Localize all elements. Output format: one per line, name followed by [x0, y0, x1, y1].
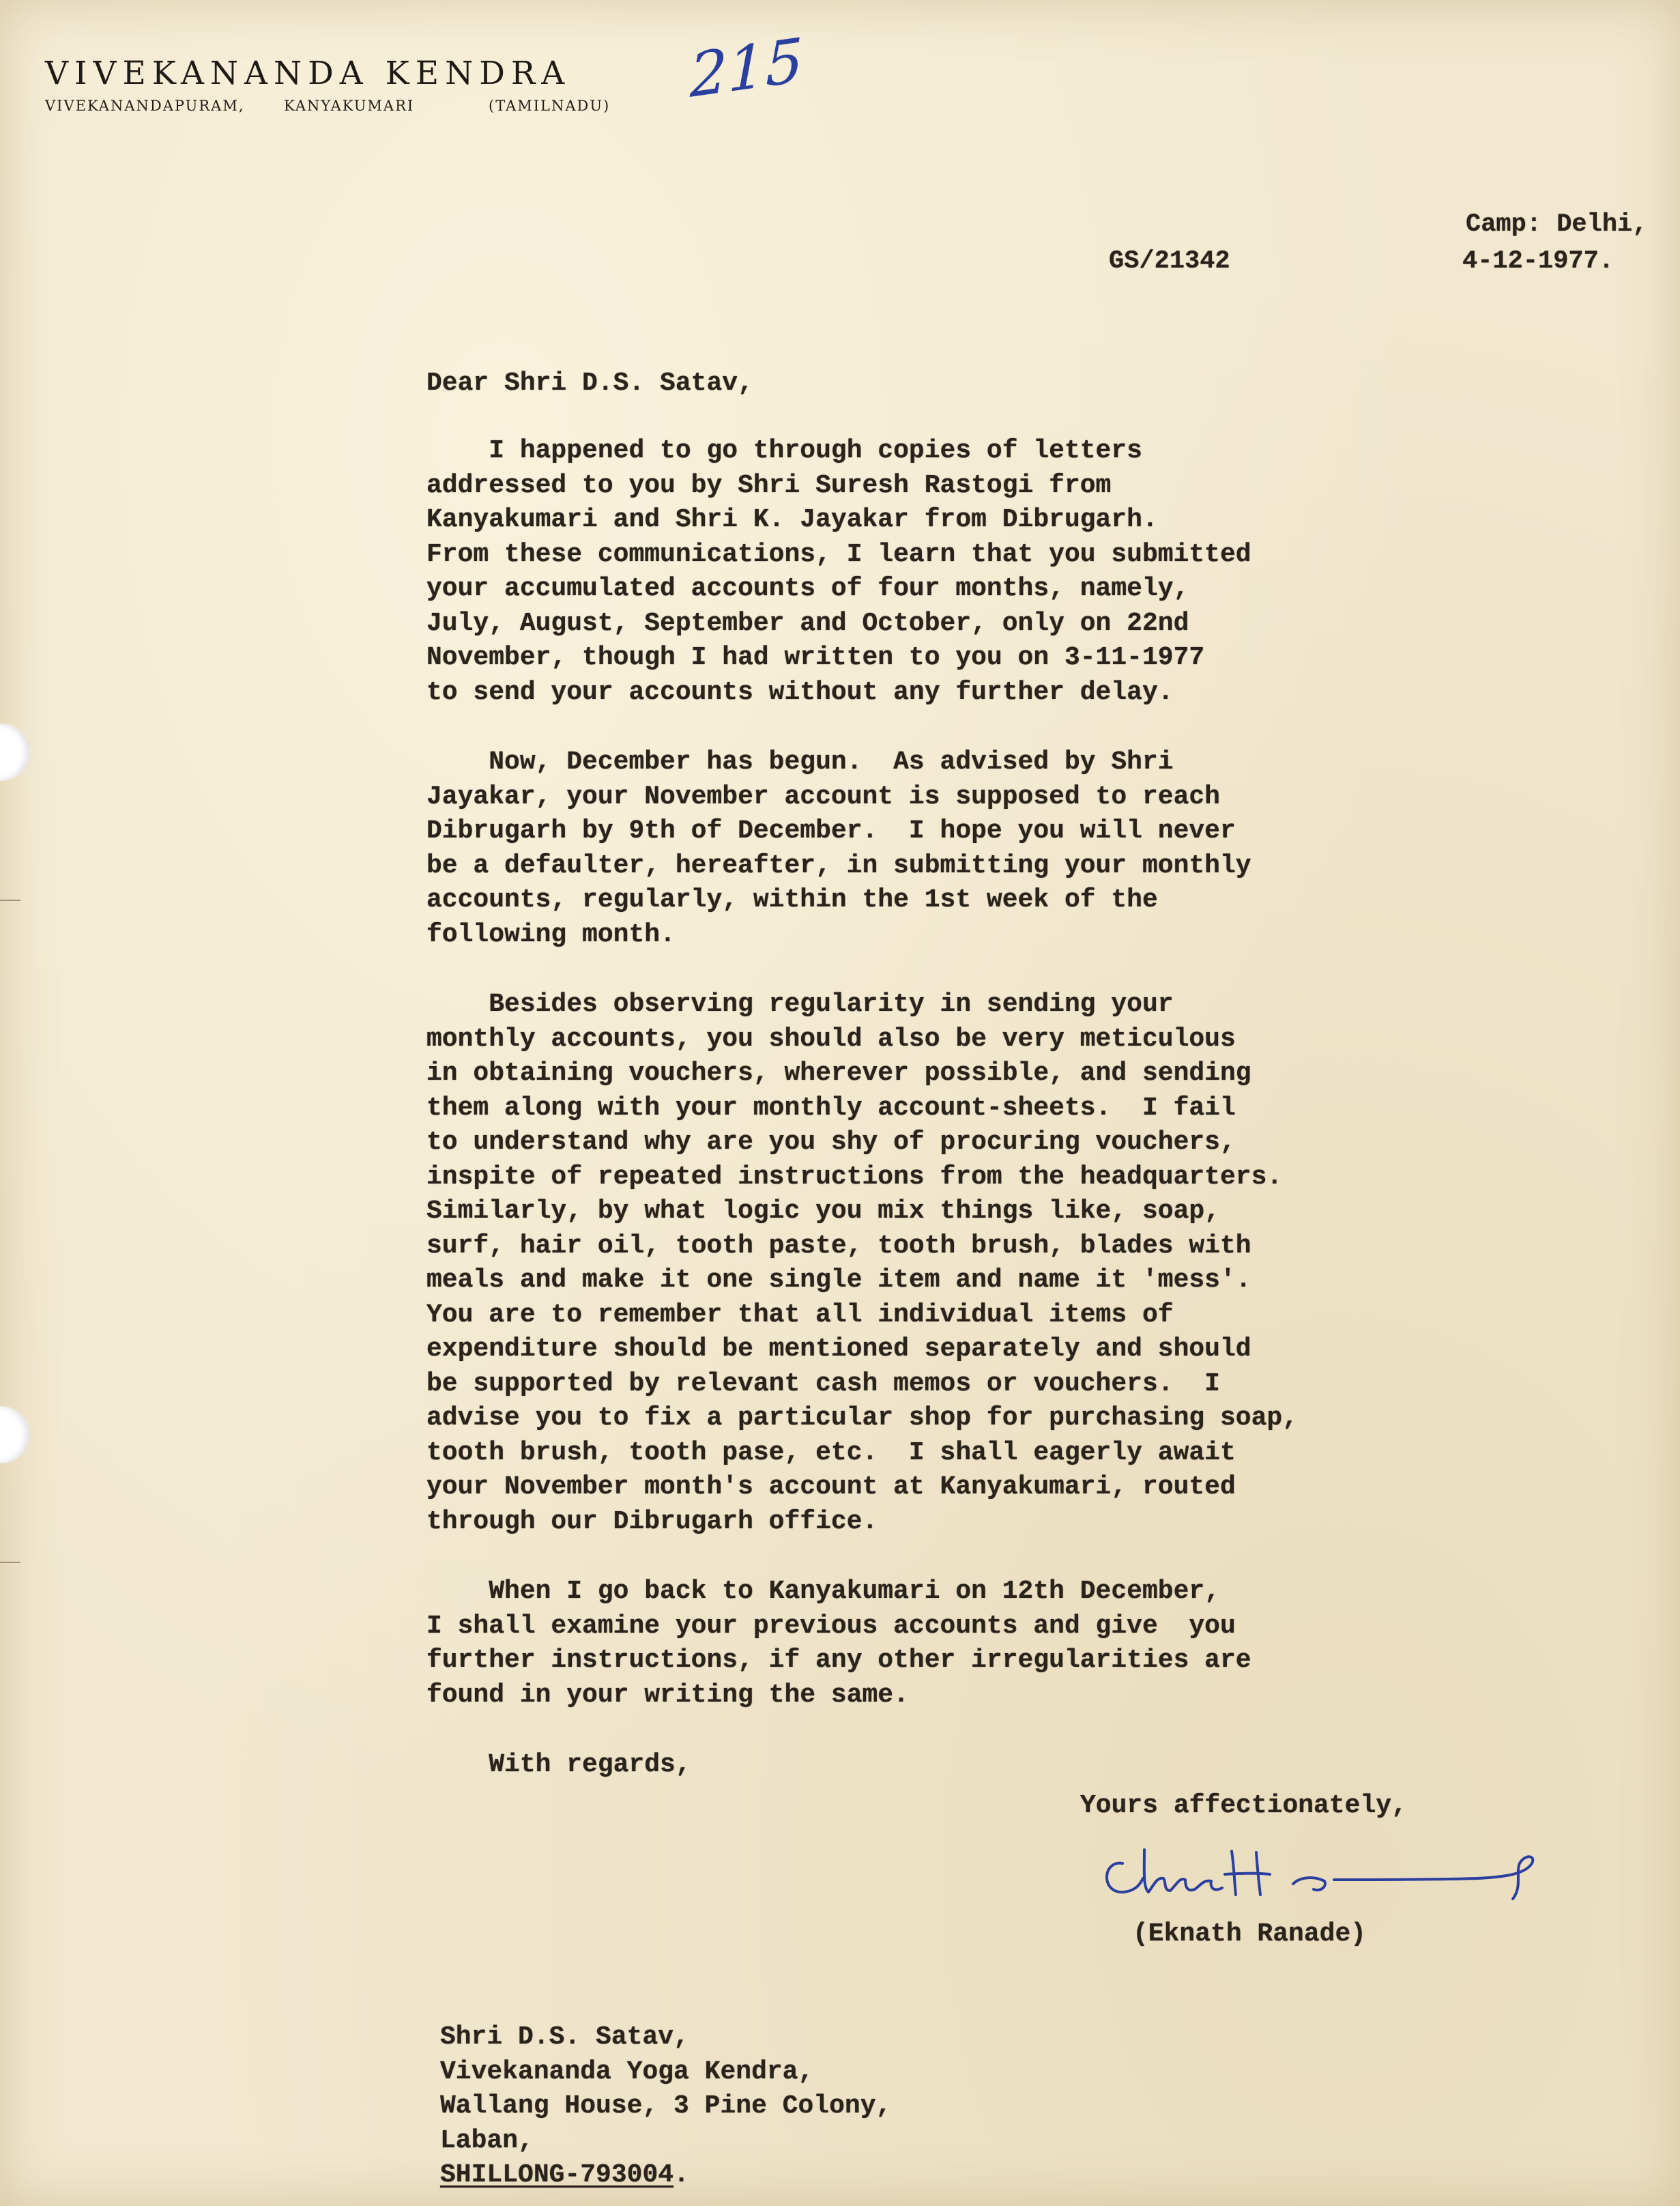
text-line: I shall examine your previous accounts and give you: [426, 1611, 1236, 1641]
letterhead: [45, 55, 610, 114]
text-line: Jayakar, your November account is supposed to reach: [426, 782, 1220, 812]
closing: Yours affectionately,: [1080, 1791, 1407, 1820]
paragraph: [426, 745, 1450, 952]
text-line: be a defaulter, hereafter, in submitting your monthly: [426, 850, 1251, 880]
address-city-line: [440, 2158, 891, 2193]
text-line: monthly accounts, you should also be very meticulous: [426, 1024, 1236, 1054]
salutation: Dear Shri D.S. Satav,: [426, 369, 753, 398]
text-line: From these communications, I learn that you submitted: [426, 539, 1251, 569]
address-line-town: KANYAKUMARI: [284, 98, 415, 114]
text-line: your November month's account at Kanyakumari, routed: [426, 1472, 1236, 1502]
punch-hole: [0, 1406, 30, 1463]
organization-name: VIVEKANANDA KENDRA: [45, 55, 571, 92]
address-line: Vivekananda Yoga Kendra,: [440, 2057, 814, 2087]
fold-mark: [0, 1562, 20, 1563]
text-line: Besides observing regularity in sending your: [426, 990, 1174, 1019]
address-line: Wallang House, 3 Pine Colony,: [440, 2091, 892, 2121]
text-line: to understand why are you shy of procuring vouchers,: [426, 1128, 1236, 1157]
text-line: them along with your monthly account-sheets. I fail: [426, 1093, 1236, 1123]
organization-address: [45, 98, 610, 114]
text-line: With regards,: [426, 1750, 691, 1779]
text-line: your accumulated accounts of four months, namely,: [426, 574, 1189, 603]
text-line: When I go back to Kanyakumari on 12th December,: [426, 1577, 1220, 1606]
text-line: found in your writing the same.: [426, 1680, 909, 1710]
text-line: in obtaining vouchers, wherever possible, and sending: [426, 1059, 1251, 1088]
text-line: Now, December has begun. As advised by Shri: [426, 747, 1174, 777]
text-line: further instructions, if any other irregularities are: [426, 1646, 1251, 1675]
address-line: Shri D.S. Satav,: [440, 2022, 689, 2052]
address-line: Laban,: [440, 2125, 534, 2155]
text-line: I happened to go through copies of letters: [426, 436, 1142, 465]
punch-hole: [0, 724, 30, 781]
text-line: accounts, regularly, within the 1st week of the: [426, 885, 1158, 915]
text-line: following month.: [426, 919, 676, 949]
reference-number: GS/21342: [1109, 247, 1230, 276]
text-line: You are to remember that all individual items of: [426, 1300, 1174, 1330]
handwritten-file-number: 215: [689, 24, 804, 112]
text-line: July, August, September and October, only on 22nd: [426, 608, 1189, 638]
paragraph: [426, 988, 1450, 1539]
text-line: tooth brush, tooth pase, etc. I shall eagerly await: [426, 1437, 1236, 1467]
fold-mark: [0, 900, 20, 901]
text-line: November, though I had written to you on 3-11-1977: [426, 643, 1205, 672]
text-line: surf, hair oil, tooth paste, tooth brush, blades with: [426, 1231, 1251, 1261]
regards-line: [426, 1748, 1450, 1783]
text-line: to send your accounts without any further delay.: [426, 677, 1174, 707]
camp-location: Camp: Delhi,: [1466, 210, 1648, 239]
text-line: Kanyakumari and Shri K. Jayakar from Dibrugarh.: [426, 505, 1158, 534]
recipient-address: [440, 2020, 891, 2193]
address-line-state: (TAMILNADU): [489, 98, 611, 114]
text-line: advise you to fix a particular shop for purchasing soap,: [426, 1403, 1299, 1433]
text-line: Dibrugarh by 9th of December. I hope you will never: [426, 816, 1236, 846]
paragraph: [426, 1575, 1450, 1713]
text-line: addressed to you by Shri Suresh Rastogi from: [426, 470, 1112, 500]
signature: [1095, 1836, 1559, 1911]
letter-body: [426, 434, 1450, 1818]
text-line: Similarly, by what logic you mix things like, soap,: [426, 1197, 1220, 1226]
city-postcode: SHILLONG-793004: [440, 2160, 674, 2190]
text-line: inspite of repeated instructions from the headquarters.: [426, 1162, 1283, 1192]
text-line: through our Dibrugarh office.: [426, 1506, 878, 1536]
city-suffix: .: [674, 2160, 689, 2190]
text-line: expenditure should be mentioned separately and should: [426, 1334, 1251, 1364]
paragraph: [426, 434, 1450, 710]
address-line-place: VIVEKANANDAPURAM,: [45, 98, 245, 114]
letter-date: 4-12-1977.: [1462, 247, 1614, 276]
text-line: be supported by relevant cash memos or vouchers. I: [426, 1369, 1220, 1399]
text-line: meals and make it one single item and name it 'mess'.: [426, 1265, 1251, 1295]
signatory-name: (Eknath Ranade): [1133, 1919, 1367, 1949]
